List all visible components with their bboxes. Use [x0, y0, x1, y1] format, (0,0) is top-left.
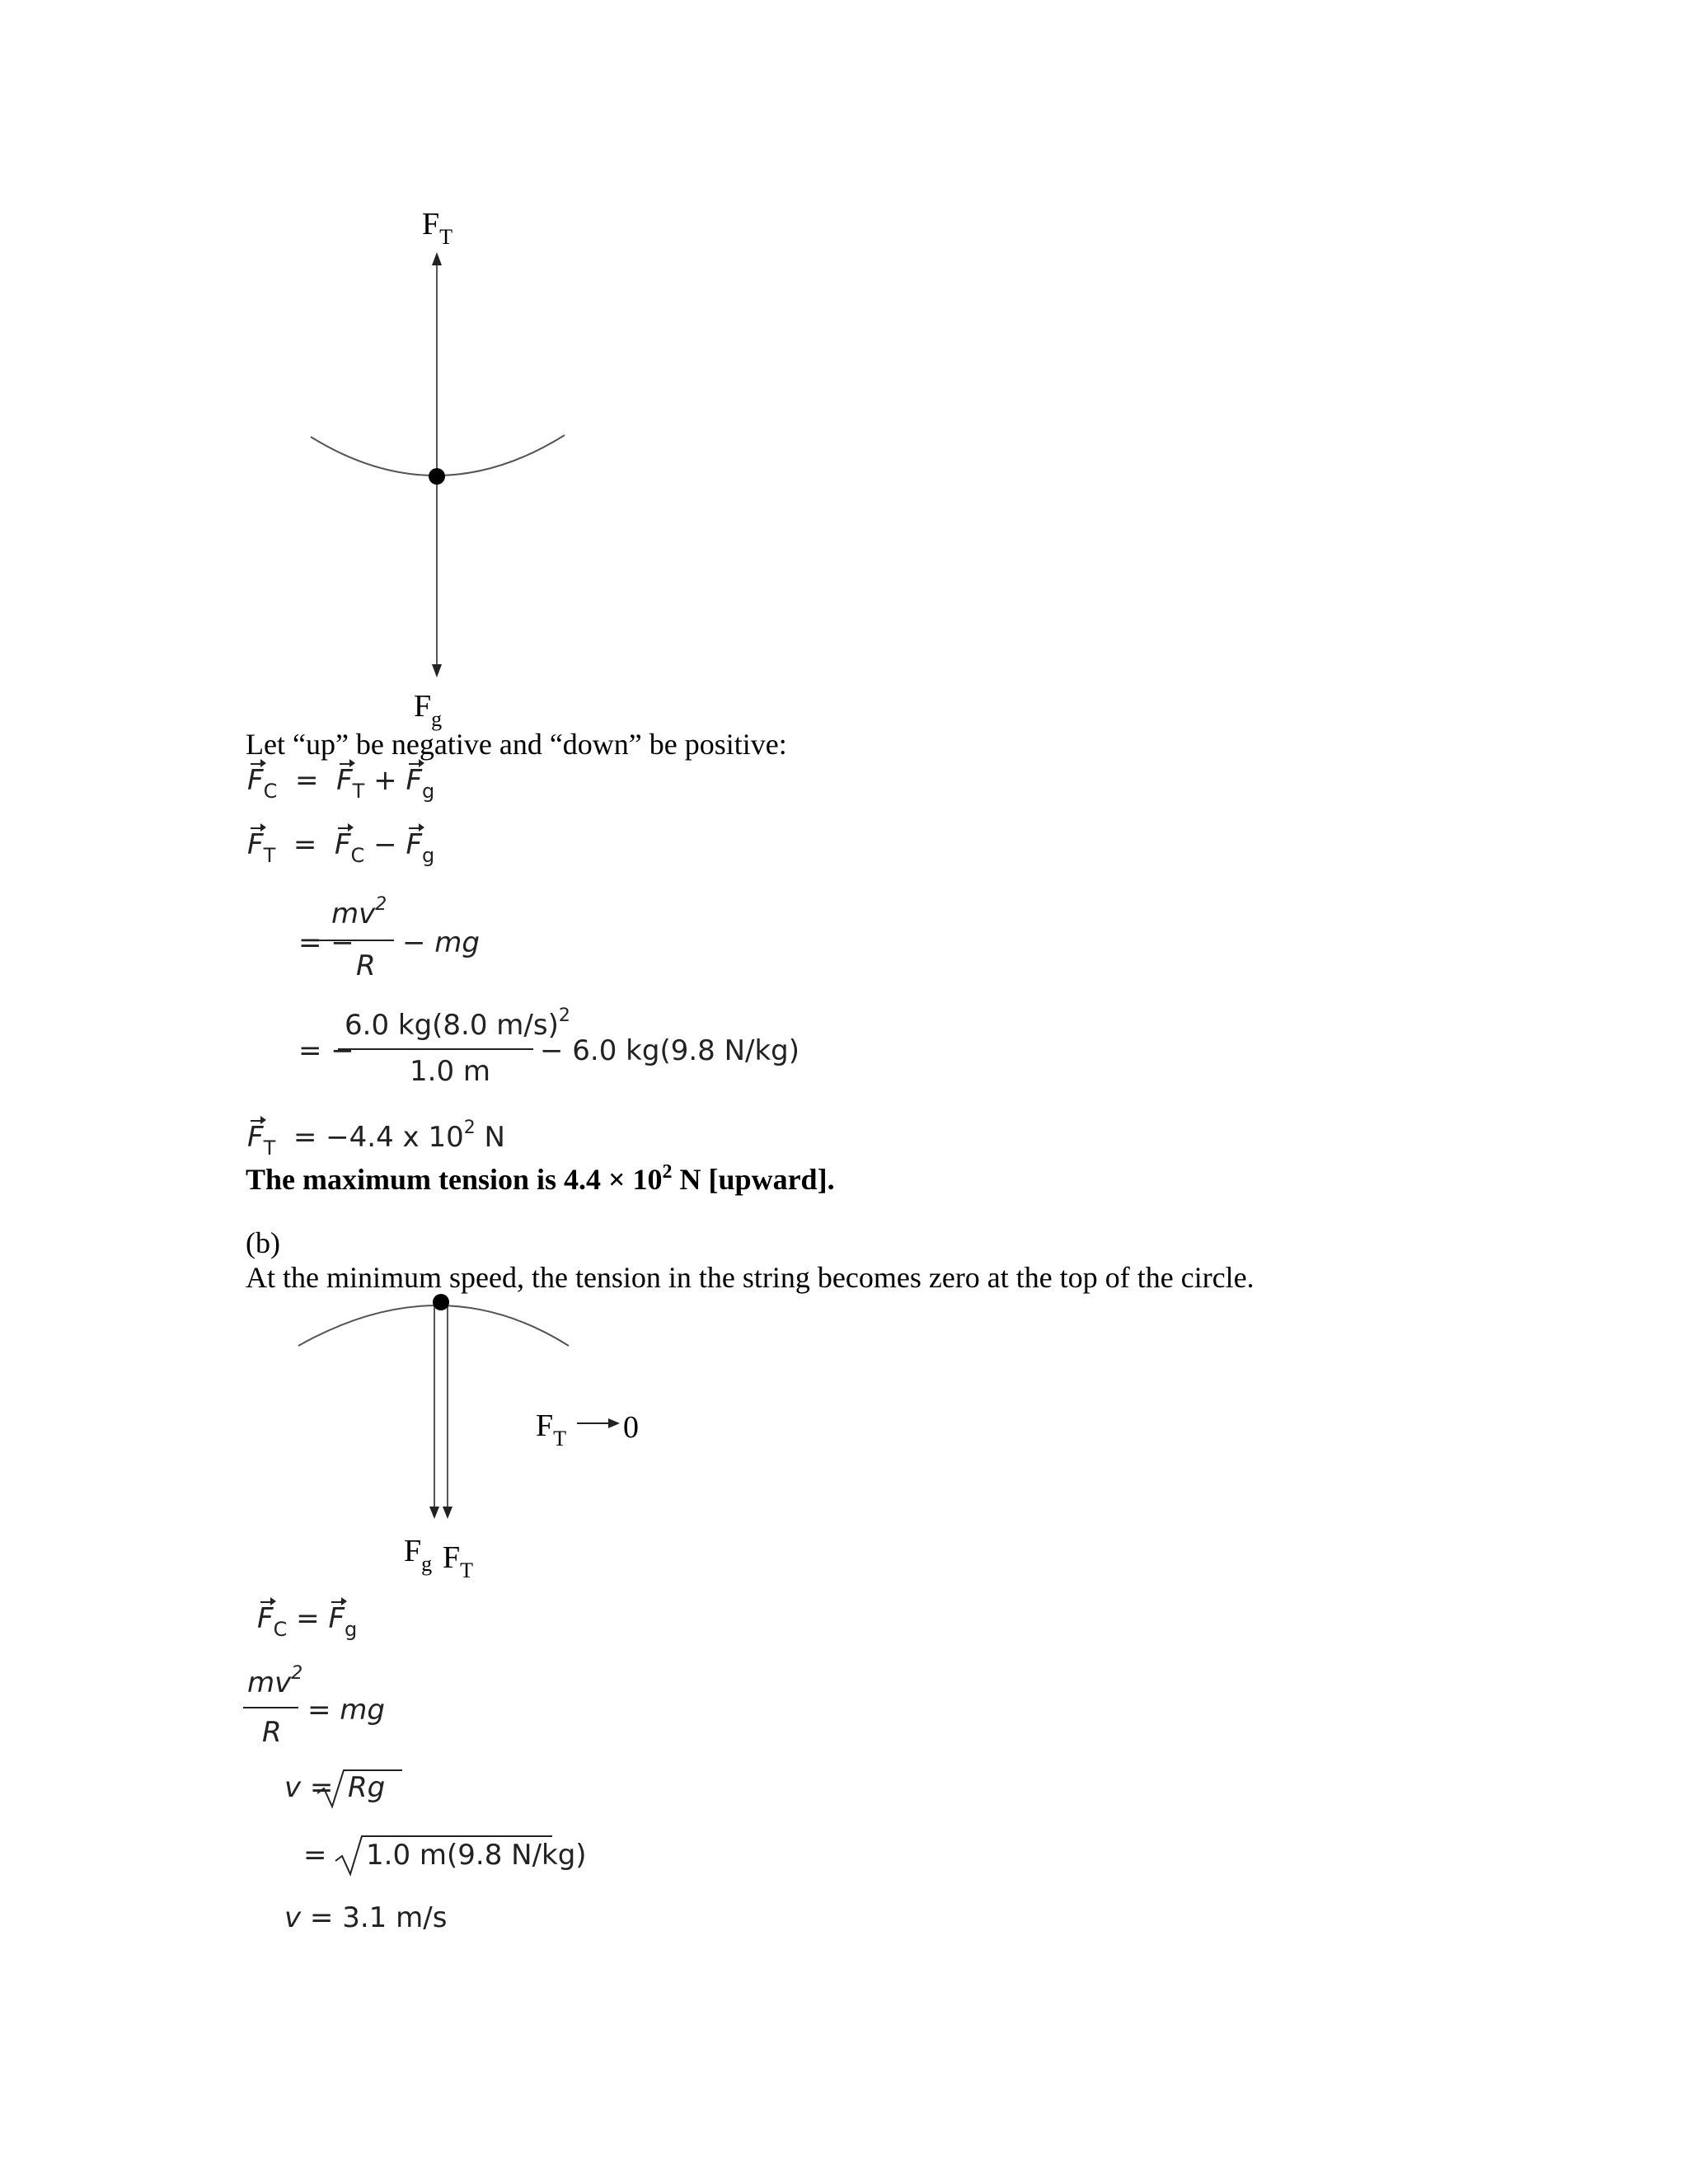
limit-arrow-head — [608, 1418, 620, 1428]
equation-a1 — [247, 766, 434, 801]
tension-arrow-head — [432, 252, 442, 265]
force-vector: F — [247, 828, 264, 861]
label-sub: T — [439, 225, 453, 249]
result-lhs: v = — [284, 1901, 334, 1934]
fraction-numerator-a3 — [331, 896, 387, 928]
equals-b4: = — [303, 1839, 327, 1872]
fraction-denominator-b2: R — [262, 1716, 282, 1749]
conclusion-text-end: N [upward]. — [672, 1163, 835, 1196]
tension-label-b — [536, 1408, 566, 1451]
mass-dot-b — [433, 1294, 449, 1310]
equation-a2 — [247, 828, 435, 867]
force-vector: F — [406, 828, 422, 861]
equals-sign: = — [293, 828, 317, 861]
fraction-numerator-a4 — [345, 1005, 570, 1042]
label-base: F — [422, 207, 440, 241]
tail-term-a4: − 6.0 kg(9.8 N/kg) — [540, 1034, 800, 1067]
subscript: T — [263, 1137, 276, 1160]
subscript: C — [350, 844, 365, 867]
rhs-b2: = mg — [307, 1694, 385, 1727]
equals-sign: = — [294, 764, 319, 797]
force-vector: F — [406, 764, 422, 797]
label-base: F — [536, 1408, 554, 1443]
label-base: F — [414, 689, 432, 724]
fraction-numerator-b2 — [247, 1665, 302, 1697]
lhs-b3: v = — [284, 1771, 334, 1804]
subscript: T — [263, 844, 276, 867]
result-b — [284, 1901, 448, 1934]
force-vector: F — [336, 764, 353, 797]
subscript: g — [422, 780, 435, 803]
fraction-denominator-a4: 1.0 m — [410, 1055, 490, 1088]
result-value: = −4.4 x 10 — [293, 1121, 464, 1154]
superscript: 2 — [291, 1663, 303, 1684]
gravity-arrow-head — [432, 664, 442, 677]
label-base: F — [404, 1534, 422, 1568]
label-sub: T — [553, 1427, 567, 1451]
tension-label-a — [422, 206, 452, 250]
subscript: C — [273, 1618, 288, 1641]
conclusion-a — [246, 1162, 835, 1194]
subscript: g — [422, 844, 435, 867]
operator: + — [373, 764, 397, 797]
result-value: 3.1 m/s — [342, 1901, 448, 1934]
sign-convention-text: Let “up” be negative and “down” be positive: — [246, 728, 787, 761]
tension-label-b-bottom — [443, 1540, 473, 1583]
part-b-label: (b) — [246, 1226, 280, 1259]
part-b-intro: At the minimum speed, the tension in the string becomes zero at the top of the circle. — [246, 1261, 1254, 1294]
label-base: F — [443, 1540, 461, 1575]
result-a — [247, 1119, 505, 1158]
force-vector: F — [257, 1602, 274, 1635]
label-sub: g — [421, 1552, 433, 1576]
superscript: 2 — [558, 1005, 570, 1026]
gravity-label-b — [404, 1533, 432, 1577]
operator: − — [373, 828, 397, 861]
superscript: 2 — [463, 1118, 476, 1138]
radicand-b4: 1.0 m(9.8 N/kg) — [366, 1839, 587, 1872]
superscript: 2 — [375, 894, 387, 915]
label-sub: T — [460, 1558, 474, 1582]
label-sub: g — [431, 707, 443, 731]
subscript: C — [263, 780, 278, 803]
mass-dot — [429, 468, 445, 485]
force-vector: F — [328, 1602, 345, 1635]
result-unit: N — [475, 1121, 505, 1154]
tension-arrow-head-b — [443, 1507, 452, 1519]
subscript: T — [352, 780, 365, 803]
force-vector: F — [247, 764, 264, 797]
conclusion-text: The maximum tension is 4.4 × 10 — [246, 1163, 663, 1196]
gravity-label-a — [414, 688, 442, 732]
subscript: g — [345, 1618, 358, 1641]
radicand-b3: Rg — [348, 1771, 386, 1804]
limit-value: 0 — [623, 1410, 639, 1445]
equals-minus-a4: = − — [298, 1034, 354, 1067]
force-vector: F — [334, 828, 351, 861]
gravity-arrow-head-b — [429, 1507, 439, 1519]
equals-sign: = — [296, 1602, 320, 1635]
equals-minus-a3: = − — [298, 926, 354, 959]
equation-b1 — [257, 1602, 358, 1641]
numerator-text: 6.0 kg(8.0 m/s) — [345, 1009, 559, 1042]
fraction-denominator-a3: R — [356, 949, 376, 982]
numerator-text: mv — [331, 898, 376, 930]
numerator-text: mv — [247, 1666, 292, 1699]
superscript: 2 — [662, 1161, 673, 1183]
tail-term-a3: − mg — [402, 926, 480, 959]
force-vector: F — [247, 1121, 264, 1154]
